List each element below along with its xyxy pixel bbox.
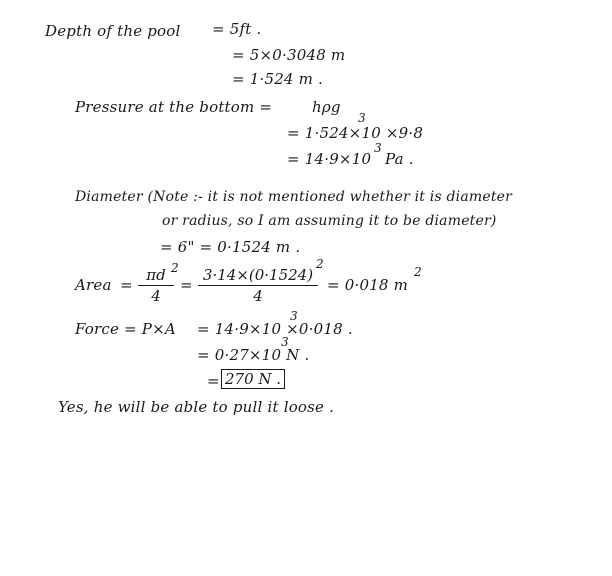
force-eq2: = 0·27×10 N .: [197, 346, 310, 364]
diameter-note-line1: Diameter (Note :- it is not mentioned whether it is diameter: [75, 189, 513, 205]
force-exponent-b: 3: [281, 335, 289, 349]
area-fraction-1-numerator: πd: [138, 266, 174, 286]
area-label: Area: [75, 276, 112, 294]
pressure-unit: Pa .: [385, 150, 414, 168]
area-result-exponent: 2: [414, 265, 422, 279]
pressure-label: Pressure at the bottom =: [75, 98, 273, 116]
depth-eq3: = 1·524 m .: [232, 70, 324, 88]
diameter-eq: = 6" = 0·1524 m .: [160, 238, 301, 256]
area-eq-sign2: =: [180, 276, 193, 294]
area-fraction-2: [198, 266, 318, 305]
pressure-eq2: = 14·9×10: [287, 150, 372, 168]
pressure-exponent-a: 3: [358, 111, 366, 125]
area-fraction-1-denominator: 4: [151, 287, 161, 305]
force-eq3-sign: =: [207, 372, 220, 390]
area-eq-sign1: =: [120, 276, 133, 294]
area-fraction-2-numerator: 3·14×(0·1524): [198, 266, 318, 286]
force-eq1: = 14·9×10 ×0·018 .: [197, 320, 353, 338]
pressure-exponent-b: 3: [374, 141, 382, 155]
depth-label: Depth of the pool: [45, 22, 181, 40]
force-label: Force = P×A: [75, 320, 176, 338]
depth-eq2: = 5×0·3048 m: [232, 46, 346, 64]
conclusion-text: Yes, he will be able to pull it loose .: [58, 398, 335, 416]
area-fraction-1-exponent: 2: [171, 261, 179, 275]
diameter-note-line2: or radius, so I am assuming it to be diameter): [162, 213, 497, 229]
area-fraction-2-denominator: 4: [253, 287, 263, 305]
area-fraction-1: [138, 266, 174, 305]
area-fraction-2-exponent: 2: [316, 257, 324, 271]
area-result: = 0·018 m: [327, 276, 409, 294]
pressure-formula: hρg: [312, 98, 341, 116]
pressure-eq1: = 1·524×10 ×9·8: [287, 124, 424, 142]
force-exponent-a: 3: [290, 309, 298, 323]
depth-eq1: = 5ft .: [212, 20, 262, 38]
final-answer-box: 270 N .: [221, 369, 285, 389]
